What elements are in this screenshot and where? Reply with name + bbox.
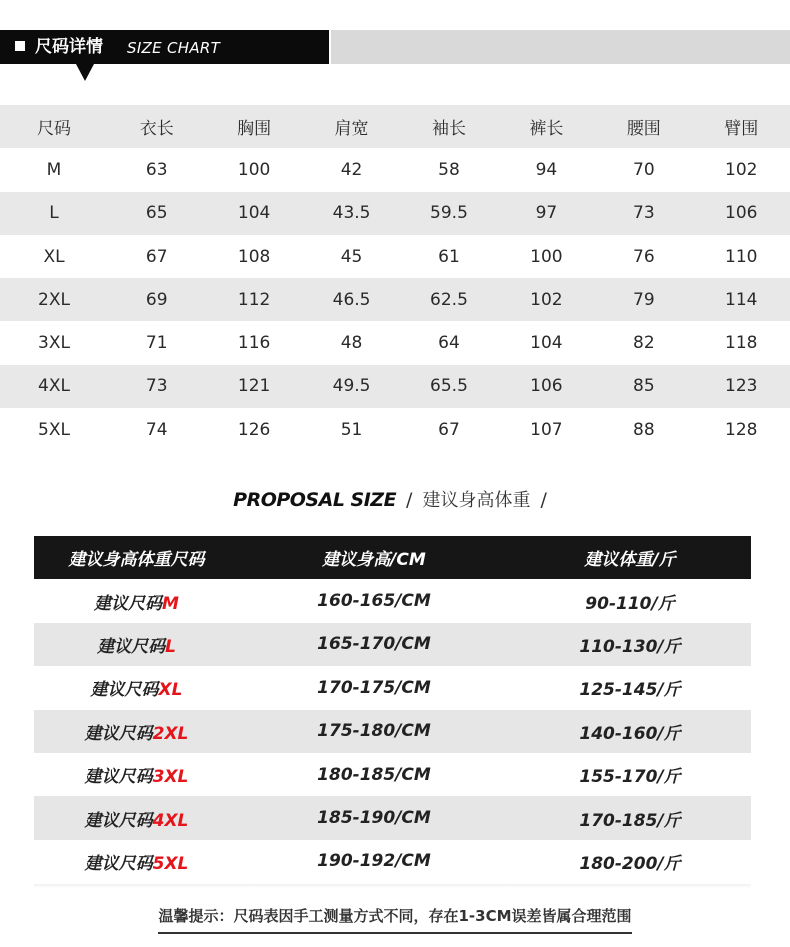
table-cell: 64 xyxy=(438,333,460,354)
column-header: 袖长 xyxy=(400,105,497,148)
weight-cell: 140-160/斤 xyxy=(509,710,751,753)
table-cell: 114 xyxy=(693,278,790,321)
column-header: 尺码 xyxy=(0,105,108,148)
column-header: 建议身高体重尺码 xyxy=(34,536,239,579)
recommended-size-cell xyxy=(34,579,239,622)
table-row xyxy=(0,321,790,364)
table-cell: L xyxy=(0,192,108,235)
table-cell: 82 xyxy=(633,333,655,354)
size-value: 2XL xyxy=(152,723,189,744)
table-cell: 126 xyxy=(237,419,271,440)
table-cell: 43.5 xyxy=(303,192,400,235)
column-header: 腰围 xyxy=(595,105,692,148)
table-cell: 48 xyxy=(340,333,363,354)
recommend-table xyxy=(34,536,751,883)
table-cell: 71 xyxy=(145,333,168,354)
table-cell: 65.5 xyxy=(400,365,497,408)
table-row xyxy=(0,235,790,278)
table-row xyxy=(34,840,751,883)
table-cell: 59.5 xyxy=(400,192,497,235)
table-cell: 5XL xyxy=(38,419,70,440)
table-cell: 46.5 xyxy=(303,278,400,321)
table-row xyxy=(0,148,790,191)
table-row xyxy=(34,796,751,839)
table-cell: 100 xyxy=(530,246,563,267)
size-value: M xyxy=(162,593,179,614)
column-header: 裤长 xyxy=(498,105,595,148)
weight-cell: 170-185/斤 xyxy=(509,796,751,839)
column-header: 衣长 xyxy=(108,105,205,148)
height-cell: 185-190/CM xyxy=(239,796,509,839)
proposal-title-en: PROPOSAL SIZE xyxy=(233,489,397,511)
table-cell: 62.5 xyxy=(400,278,497,321)
table-cell: 42 xyxy=(340,159,363,180)
table-cell: 76 xyxy=(633,246,655,267)
table-cell: 2XL xyxy=(0,278,108,321)
table-cell: 112 xyxy=(205,278,302,321)
height-cell: 160-165/CM xyxy=(317,591,431,612)
table-cell: 67 xyxy=(145,246,168,267)
size-table-header xyxy=(0,105,790,148)
recommended-size-cell xyxy=(34,666,239,709)
page-title: 尺码详情 xyxy=(35,37,103,57)
table-cell: 69 xyxy=(108,278,205,321)
table-cell: 102 xyxy=(498,278,595,321)
table-cell: 116 xyxy=(237,333,271,354)
pointer-triangle-icon xyxy=(76,64,94,81)
column-header: 建议身高/CM xyxy=(239,536,509,579)
table-cell: 106 xyxy=(498,365,595,408)
proposal-heading xyxy=(0,486,790,512)
table-cell: 73 xyxy=(108,365,205,408)
table-cell: 106 xyxy=(693,192,790,235)
size-value: 5XL xyxy=(152,853,189,874)
size-value: 3XL xyxy=(152,767,189,788)
size-prefix: 建议尺码 xyxy=(97,636,166,657)
size-prefix: 建议尺码 xyxy=(90,680,159,701)
recommended-size-cell xyxy=(34,796,239,839)
size-value: 4XL xyxy=(152,810,189,831)
table-cell: 4XL xyxy=(0,365,108,408)
table-cell: 102 xyxy=(725,159,758,180)
table-cell: 3XL xyxy=(38,333,70,354)
table-cell: 61 xyxy=(438,246,460,267)
recommend-table-header xyxy=(34,536,751,579)
proposal-separator: / xyxy=(406,489,413,511)
table-cell: 79 xyxy=(595,278,692,321)
table-row xyxy=(0,365,790,408)
table-row xyxy=(0,408,790,451)
column-header: 胸围 xyxy=(205,105,302,148)
size-prefix: 建议尺码 xyxy=(84,810,153,831)
weight-cell: 90-110/斤 xyxy=(585,593,675,614)
table-row xyxy=(34,710,751,753)
proposal-title-cn: 建议身高体重 xyxy=(422,490,531,511)
table-cell: 70 xyxy=(633,159,655,180)
size-value: XL xyxy=(158,680,183,701)
size-prefix: 建议尺码 xyxy=(84,723,153,744)
table-cell: M xyxy=(46,159,62,180)
table-cell: 110 xyxy=(725,246,758,267)
table-cell: 100 xyxy=(237,159,271,180)
table-cell: 94 xyxy=(535,159,558,180)
height-cell: 190-192/CM xyxy=(317,851,431,872)
table-cell: 104 xyxy=(530,333,563,354)
size-value: L xyxy=(165,636,176,657)
column-header: 建议体重/斤 xyxy=(509,536,751,579)
table-cell: 67 xyxy=(438,419,460,440)
table-row xyxy=(34,579,751,622)
recommended-size-cell xyxy=(34,753,239,796)
table-cell: 121 xyxy=(205,365,302,408)
weight-cell: 155-170/斤 xyxy=(579,767,681,788)
table-cell: 108 xyxy=(237,246,271,267)
size-prefix: 建议尺码 xyxy=(84,767,153,788)
table-row xyxy=(0,278,790,321)
table-cell: XL xyxy=(43,246,65,267)
table-row xyxy=(34,623,751,666)
size-table xyxy=(0,105,790,451)
height-cell: 175-180/CM xyxy=(239,710,509,753)
size-prefix: 建议尺码 xyxy=(84,853,153,874)
column-header: 臂围 xyxy=(693,105,790,148)
recommended-size-cell xyxy=(34,840,239,883)
table-row xyxy=(34,666,751,709)
footnote xyxy=(0,905,790,934)
table-cell: 74 xyxy=(145,419,168,440)
table-cell: 65 xyxy=(108,192,205,235)
height-cell: 180-185/CM xyxy=(317,764,431,785)
table-cell: 51 xyxy=(340,419,363,440)
square-bullet-icon xyxy=(15,41,25,51)
table-cell: 58 xyxy=(438,159,460,180)
table-cell: 45 xyxy=(340,246,363,267)
table-row xyxy=(0,192,790,235)
page-subtitle: SIZE CHART xyxy=(127,39,221,57)
table-cell: 88 xyxy=(633,419,655,440)
size-prefix: 建议尺码 xyxy=(94,593,163,614)
weight-cell: 180-200/斤 xyxy=(579,853,681,874)
table-cell: 63 xyxy=(145,159,168,180)
table-cell: 49.5 xyxy=(303,365,400,408)
table-cell: 107 xyxy=(530,419,563,440)
weight-cell: 110-130/斤 xyxy=(509,623,751,666)
recommended-size-cell xyxy=(34,710,239,753)
height-cell: 165-170/CM xyxy=(239,623,509,666)
column-header: 肩宽 xyxy=(303,105,400,148)
table-cell: 85 xyxy=(595,365,692,408)
table-cell: 128 xyxy=(725,419,758,440)
table-cell: 123 xyxy=(693,365,790,408)
table-bottom-shadow xyxy=(34,884,751,888)
table-row xyxy=(34,753,751,796)
weight-cell: 125-145/斤 xyxy=(579,680,681,701)
proposal-separator: / xyxy=(540,489,547,511)
table-cell: 73 xyxy=(595,192,692,235)
table-cell: 104 xyxy=(205,192,302,235)
footnote-text: 温馨提示：尺码表因手工测量方式不同，存在1-3CM误差皆属合理范围 xyxy=(158,905,631,934)
table-cell: 118 xyxy=(725,333,758,354)
height-cell: 170-175/CM xyxy=(317,677,431,698)
header-bar-extension xyxy=(331,30,790,64)
recommended-size-cell xyxy=(34,623,239,666)
table-cell: 97 xyxy=(498,192,595,235)
